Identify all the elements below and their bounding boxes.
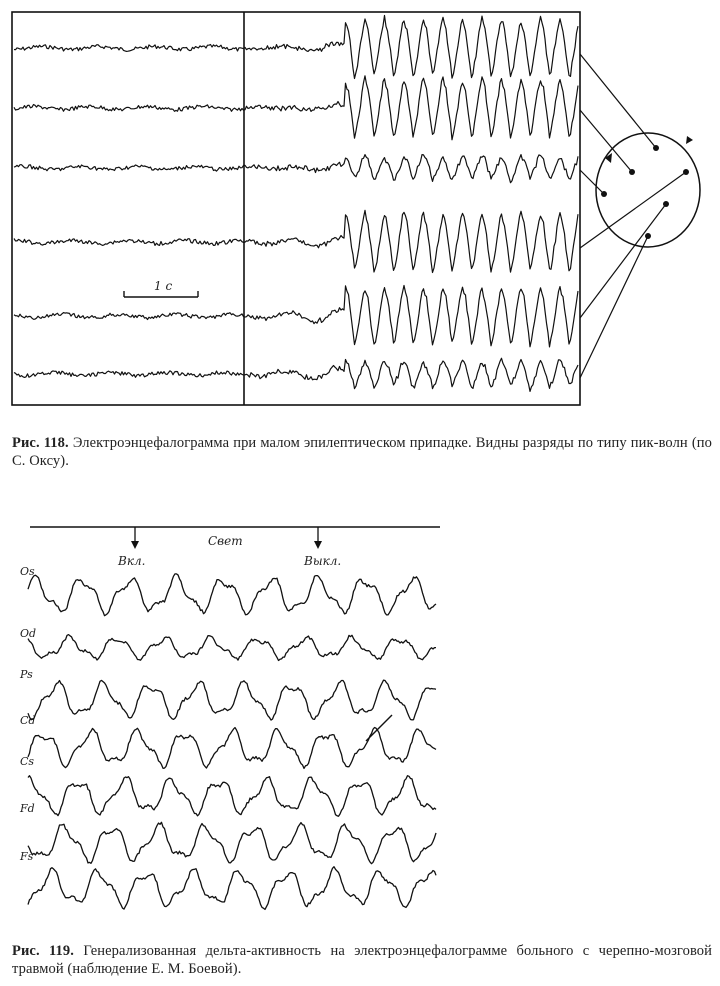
electrode-dot [629, 169, 635, 175]
eeg-trace-118 [14, 16, 578, 79]
light-on-arrow [131, 527, 139, 549]
figure-118-caption-text: Электроэнцефалограмма при малом эпилептическом припадке. Видны разряды по типу пик-волн (по С. Оксу). [12, 435, 712, 469]
figure-118-caption [12, 434, 712, 470]
eeg-trace-118 [14, 155, 578, 183]
channel-label: Ps [20, 668, 33, 681]
time-scale-bar [124, 279, 198, 297]
eeg-trace-cs [28, 776, 436, 817]
electrode-dot [683, 169, 689, 175]
figure-118-number: Рис. 118. [12, 435, 69, 451]
electrode-lead [580, 110, 632, 172]
eeg-traces-119 [28, 574, 436, 910]
channel-label: Fs [20, 850, 34, 863]
eeg-trace-ps [28, 680, 436, 720]
electrode-lead [580, 204, 666, 318]
electrode-dot [653, 145, 659, 151]
electrode-dot [663, 201, 669, 207]
channel-label: Cd [20, 714, 36, 727]
channel-label: Cs [20, 755, 35, 768]
light-off-label: Выкл. [304, 554, 342, 568]
figure-119-number: Рис. 119. [12, 943, 74, 959]
ear-right-marker [686, 136, 693, 144]
ear-left-marker [605, 153, 612, 163]
eeg-traces-118 [14, 16, 578, 392]
figure-119-caption-text: Генерализованная дельта-активность на электроэнцефалограмме больного с черепно-мозговой травмой (наблюдение Е. М. Боевой). [12, 943, 713, 977]
eeg-trace-od [28, 635, 436, 661]
eeg-trace-fs [28, 867, 436, 910]
light-label: Свет [208, 534, 243, 548]
eeg-trace-cd [28, 728, 436, 769]
channel-label: Os [20, 565, 35, 578]
eeg-trace-os [28, 574, 436, 616]
eeg-trace-118 [14, 358, 578, 391]
electrode-lead [580, 170, 604, 194]
channel-label: Fd [20, 802, 35, 815]
eeg-trace-118 [14, 210, 578, 272]
head-outline [596, 133, 700, 247]
artifact-stroke [366, 715, 392, 741]
eeg-trace-118 [14, 286, 578, 347]
channel-label: Od [20, 627, 37, 640]
eeg-trace-118 [14, 76, 578, 140]
figure-119-caption [12, 942, 712, 978]
electrode-lead [580, 54, 656, 148]
electrode-leads [580, 54, 689, 378]
time-scale-label: 1 с [154, 279, 173, 293]
light-off-arrow [314, 527, 322, 549]
electrode-dot [645, 233, 651, 239]
light-on-label: Вкл. [118, 554, 146, 568]
channel-labels [19, 565, 36, 863]
electrode-lead [580, 236, 648, 378]
eeg-trace-fd [28, 822, 436, 863]
electrode-head-diagram [580, 54, 700, 378]
eeg-frame [12, 12, 580, 405]
electrode-dot [601, 191, 607, 197]
figure-118-eeg [0, 0, 720, 430]
